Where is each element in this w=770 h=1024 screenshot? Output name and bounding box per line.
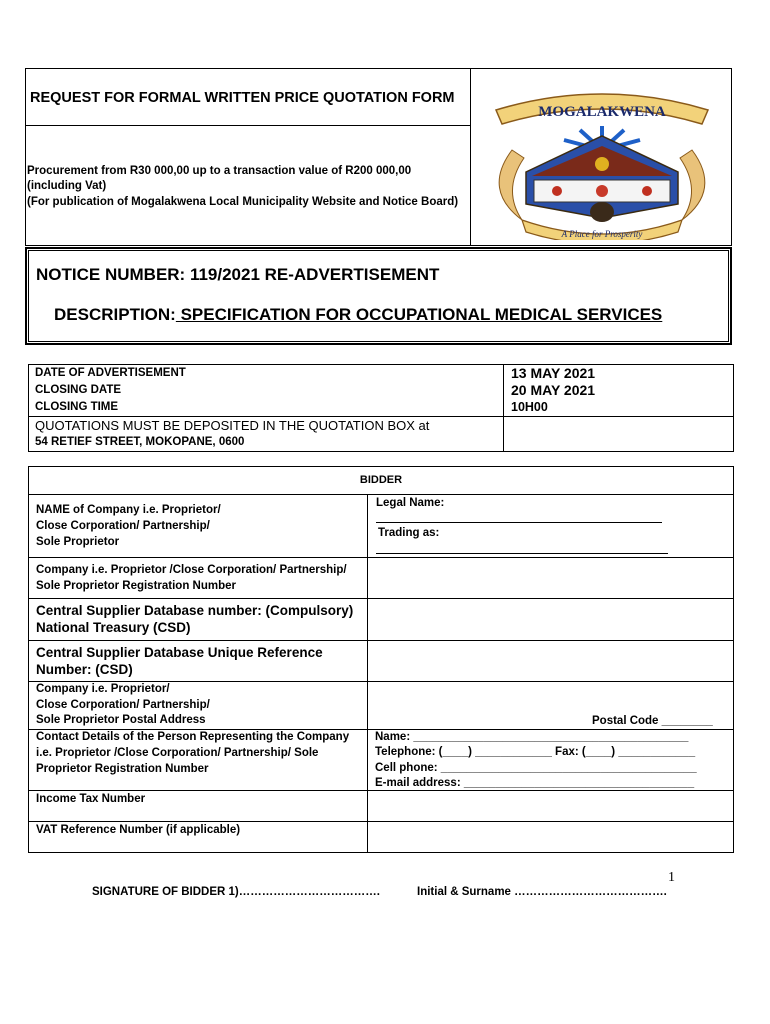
- income-tax-field[interactable]: [368, 791, 733, 821]
- legal-name-field[interactable]: [376, 522, 662, 523]
- vat-reference-label: VAT Reference Number (if applicable): [36, 824, 241, 836]
- description-label: DESCRIPTION:: [54, 305, 176, 324]
- csd-number-field[interactable]: [368, 599, 733, 640]
- page-number: 1: [668, 870, 675, 885]
- svg-text:A Place for Prosperity: A Place for Prosperity: [561, 229, 643, 239]
- advert-date-value: 13 MAY 2021: [511, 365, 596, 381]
- closing-time-label: CLOSING TIME: [35, 401, 119, 413]
- municipality-logo: [482, 80, 722, 240]
- bidder-heading: BIDDER: [359, 474, 403, 486]
- header-divider: [470, 68, 471, 246]
- closing-date-label: CLOSING DATE: [35, 384, 122, 396]
- dates-col-divider: [503, 364, 504, 452]
- contact-details-label: Contact Details of the Person Representing the Company i.e. Proprietor /Close Corporation/ Partnership/ Sole Proprietor Registration Number: [36, 731, 350, 775]
- registration-number-field[interactable]: [368, 558, 733, 598]
- legal-name-label: Legal Name:: [376, 497, 445, 509]
- company-name-label: NAME of Company i.e. Proprietor/ Close Corporation/ Partnership/ Sole Proprietor: [36, 504, 221, 548]
- closing-date-value: 20 MAY 2021: [511, 382, 596, 398]
- procurement-line-2: (including Vat): [27, 180, 107, 192]
- form-title: REQUEST FOR FORMAL WRITTEN PRICE QUOTATION FORM: [30, 90, 455, 106]
- income-tax-label: Income Tax Number: [36, 793, 146, 805]
- contact-email-label: E-mail address: ____________________________________: [375, 777, 695, 789]
- notice-box-inner: [28, 250, 729, 342]
- csd-unique-ref-field[interactable]: [368, 641, 733, 681]
- closing-time-value: 10H00: [511, 400, 548, 414]
- postal-address-label: Company i.e. Proprietor/ Close Corporation/ Partnership/ Sole Proprietor Postal Address: [36, 683, 210, 726]
- coat-of-arms-icon: [482, 80, 722, 240]
- header-title-rule: [25, 125, 471, 126]
- csd-unique-ref-label: Central Supplier Database Unique Reference Number: (CSD): [36, 645, 323, 677]
- description-value: SPECIFICATION FOR OCCUPATIONAL MEDICAL SERVICES: [175, 305, 663, 324]
- procurement-line-1: Procurement from R30 000,00 up to a transaction value of R200 000,00: [27, 165, 412, 177]
- vat-reference-field[interactable]: [368, 822, 733, 852]
- registration-number-label: Company i.e. Proprietor /Close Corporation/ Partnership/ Sole Proprietor Registration Number: [36, 564, 347, 592]
- notice-description: [54, 305, 662, 325]
- notice-number: NOTICE NUMBER: 119/2021 RE-ADVERTISEMENT: [36, 265, 440, 284]
- contact-telephone-label: Telephone: (____) ____________ Fax: (____) ____________: [375, 746, 696, 758]
- procurement-line-3: (For publication of Mogalakwena Local Municipality Website and Notice Board): [27, 196, 459, 208]
- contact-name-label: Name: ___________________________________________: [375, 731, 689, 743]
- trading-as-label: Trading as:: [378, 527, 440, 539]
- deposit-text: QUOTATIONS MUST BE DEPOSITED IN THE QUOTATION BOX at: [35, 418, 430, 433]
- trading-as-field[interactable]: [376, 553, 668, 554]
- svg-text:MOGALAKWENA: MOGALAKWENA: [538, 104, 666, 120]
- postal-code-label: Postal Code ________: [592, 715, 713, 727]
- contact-cellphone-label: Cell phone: ________________________________________: [375, 762, 697, 774]
- advert-date-label: DATE OF ADVERTISEMENT: [35, 367, 186, 379]
- initial-surname-label: Initial & Surname ………………………………….: [417, 886, 667, 898]
- csd-number-label: Central Supplier Database number: (Compulsory) National Treasury (CSD): [36, 603, 354, 635]
- signature-label: SIGNATURE OF BIDDER 1)……………………………….: [92, 886, 380, 898]
- deposit-address: 54 RETIEF STREET, MOKOPANE, 0600: [35, 436, 245, 448]
